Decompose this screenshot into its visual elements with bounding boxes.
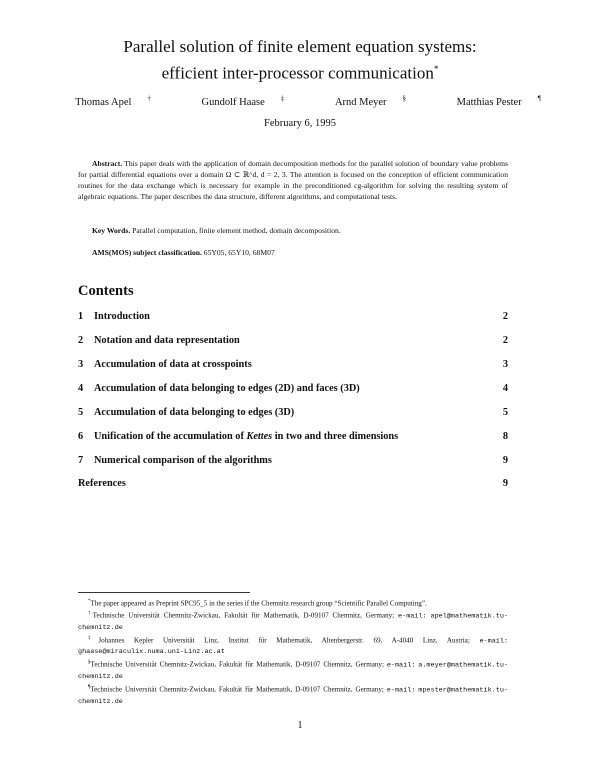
toc-page: 8 [502,431,508,442]
toc-label: Accumulation of data belonging to edges (2D) and faces (3D) [94,383,360,394]
abstract-text: This paper deals with the application of domain decomposition methods for the parallel solution of boundary value problems for partial differential equations over a domain Ω ⊂ ℝ^d, d = 2, 3. The attention is focused on the conception of efficient communication routines for the data exchange which is necessary for example in the preconditioned cg-algorithm for solving the resulting system of algebraic equations. The paper describes the data structure, different algorithms, and computational tests. [78,159,509,201]
footnote-text: Technische Universität Chemnitz-Zwickau, Fakultät für Mathematik, D-09107 Chemnitz, Germany; [90,684,384,693]
footnote-mark: * [88,599,91,604]
footnote-text: Technische Universität Chemnitz-Zwickau, Fakultät für Mathematik, D-09107 Chemnitz, Germany; [92,611,395,620]
keywords-text: Parallel computation, finite element method, domain decomposition. [132,226,341,235]
toc-number: 5 [78,407,84,418]
toc-number: 3 [78,359,84,370]
toc-label [94,431,398,442]
toc-label: Accumulation of data at crosspoints [94,359,252,370]
toc-entry[interactable] [78,431,508,445]
title-footnote-mark: * [433,64,439,74]
author-mark: ‡ [280,94,285,102]
footnote [78,658,508,683]
toc-number: 6 [78,431,84,442]
contents-heading: Contents [78,283,134,299]
author [319,94,407,108]
toc-entry[interactable] [78,359,508,373]
footnote-mark: ¶ [88,684,91,690]
footnote [78,634,508,659]
footnote-mark: ‡ [88,635,99,641]
author-name: Thomas Apel [75,96,132,108]
email-link[interactable]: ghaase@miraculix.numa.uni-Linz.ac.at [78,648,225,657]
email-label: e-mail: [386,685,416,694]
toc-label: Numerical comparison of the algorithms [94,455,272,466]
author-name: Gundolf Haase [201,96,265,108]
footnote-rule [78,592,250,593]
keywords [92,226,341,235]
paper-title-line2 [0,58,600,85]
toc-number: 4 [78,383,84,394]
ams-text: 65Y05, 65Y10, 68M07 [203,248,275,257]
toc-label-emphasis: Kettes [246,431,273,442]
ams-label: AMS(MOS) subject classification. [92,248,202,257]
toc-label: Notation and data representation [94,335,240,346]
email-link[interactable]: a.meyer@mathematik.tu-chemnitz.de [78,661,508,681]
footnote-mark: § [88,660,91,666]
page-number: 1 [297,720,303,731]
author-mark: † [147,94,151,102]
author-name: Arnd Meyer [334,96,387,108]
author [441,94,541,108]
author [186,94,285,108]
toc-page: 2 [502,311,508,322]
footnote [78,683,508,708]
keywords-label: Key Words. [92,226,131,235]
toc-page: 4 [502,383,508,394]
toc-label-end: in two and three dimensions [272,431,399,442]
toc-entry[interactable] [78,335,508,349]
author-list [0,94,600,108]
footnote-text: Technische Universität Chemnitz-Zwickau, Fakultät für Mathematik, D-09107 Chemnitz, Germany; [90,660,384,669]
toc-label: Accumulation of data belonging to edges (3D) [94,407,295,418]
paper-date: February 6, 1995 [263,118,337,129]
footnote-mark: † [88,610,93,616]
footnote [78,597,508,609]
abstract [78,158,508,202]
paper-title-line2-text: efficient inter-processor communication [161,63,434,83]
toc-number: 1 [78,311,84,322]
toc-entry[interactable] [78,383,508,397]
footnote [78,609,508,634]
footnotes [78,597,508,707]
abstract-label: Abstract. [92,159,123,168]
email-label: e-mail: [386,661,416,670]
toc-page: 9 [502,478,508,489]
footnote-text: Johannes Kepler Universität Linz, Institut für Mathematik, Altenbergerstr. 69, A-4040 Linz, Austria; [98,635,470,644]
author-mark: ¶ [537,94,541,102]
paper-title-line1: Parallel solution of finite element equation systems: [123,37,477,56]
toc-page: 5 [502,407,508,418]
author-name: Matthias Pester [456,96,522,108]
toc-page: 9 [502,455,508,466]
email-label: e-mail: [398,612,427,621]
toc-label-start: Unification of the accumulation of [94,431,247,442]
footnote-text: The paper appeared as Preprint SPC95_5 in the series if the Chemnitz research group “Scientific Parallel Computing”. [90,599,427,608]
toc-label: Introduction [94,311,150,322]
toc-page: 3 [502,359,508,370]
toc-entry[interactable] [78,455,508,469]
email-link[interactable]: mpester@mathematik.tu-chemnitz.de [78,685,508,706]
author-mark: § [402,94,407,102]
ams-classification [92,248,275,257]
email-link[interactable]: apel@mathematik.tu-chemnitz.de [78,612,509,632]
toc-entry[interactable] [78,407,508,421]
email-label: e-mail: [479,636,509,645]
toc-entry[interactable] [78,311,508,325]
toc-label: References [78,478,126,489]
author [59,94,151,108]
toc-page: 2 [502,335,508,346]
toc-number: 7 [78,455,84,466]
toc-number: 2 [78,335,84,346]
toc-entry[interactable] [78,478,508,492]
